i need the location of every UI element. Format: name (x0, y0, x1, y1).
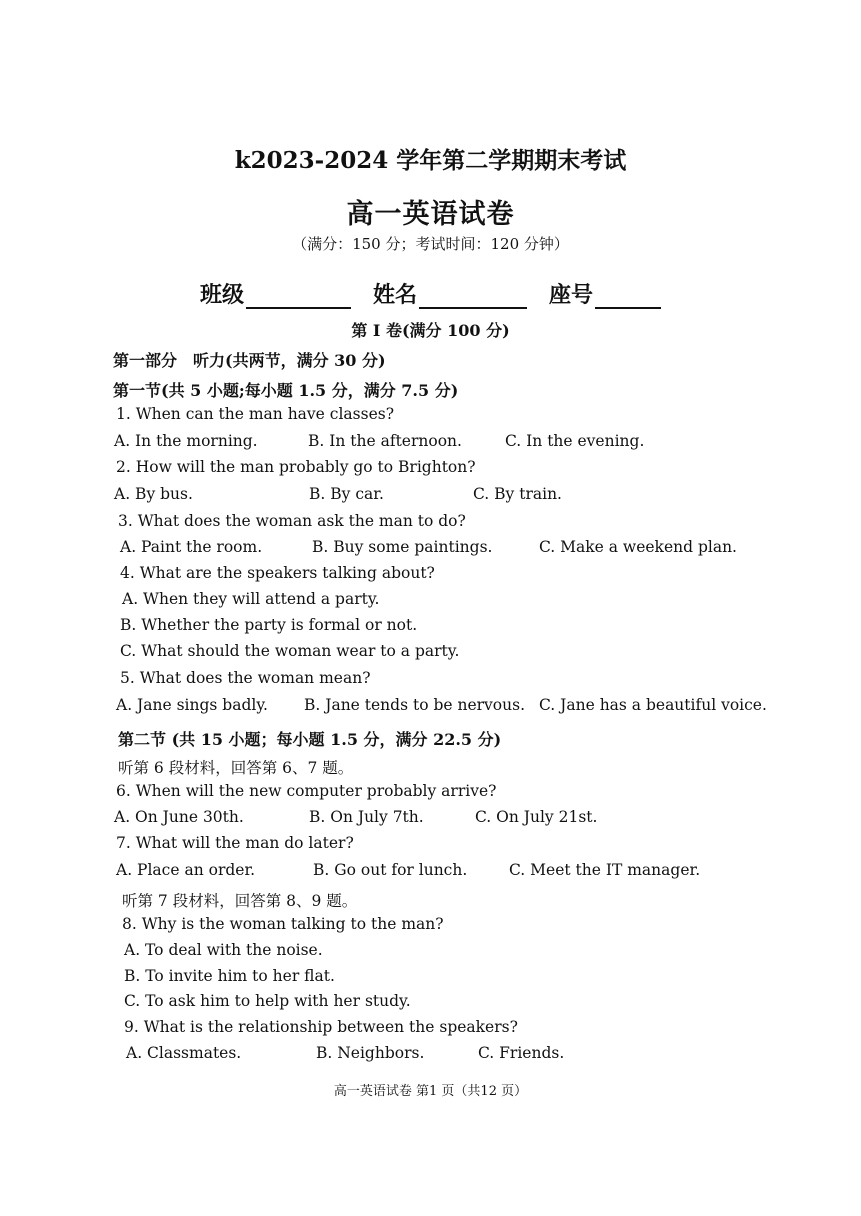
option-a: A. Classmates. (126, 1044, 242, 1062)
option-a: A. To deal with the noise. (124, 941, 323, 959)
student-info-row (0, 278, 861, 309)
seat-field (549, 278, 661, 309)
option-a: A. Paint the room. (120, 538, 263, 556)
question-stem: 7. What will the man do later? (116, 834, 354, 852)
exam-subtitle: 高一英语试卷 (346, 199, 515, 230)
part-heading: 第一部分 听力(共两节，满分 30 分) (113, 351, 386, 370)
option-c: C. Jane has a beautiful voice. (539, 696, 767, 714)
option-c: C. By train. (473, 485, 562, 503)
option-c: C. In the evening. (505, 432, 645, 450)
page-footer: 高一英语试卷 第1 页（共12 页） (333, 1084, 528, 1099)
question-stem: 2. How will the man probably go to Brighton? (116, 458, 476, 476)
option-a: A. Jane sings badly. (116, 696, 268, 714)
option-b: B. Buy some paintings. (312, 538, 493, 556)
option-c: C. What should the woman wear to a party. (120, 642, 460, 660)
exam-title: k2023-2024 学年第二学期期末考试 (234, 147, 627, 174)
exam-meta: （满分：150 分；考试时间：120 分钟） (292, 235, 569, 253)
question-stem: 3. What does the woman ask the man to do? (118, 512, 466, 530)
option-b: B. Whether the party is formal or not. (120, 616, 418, 634)
section2-heading: 第二节 (共 15 小题；每小题 1.5 分，满分 22.5 分) (118, 730, 502, 749)
name-field (373, 278, 527, 309)
option-b: B. In the afternoon. (308, 432, 462, 450)
seat-blank (595, 285, 661, 309)
seat-label: 座号 (549, 282, 594, 308)
question-stem: 1. When can the man have classes? (116, 405, 395, 423)
material-intro: 听第 6 段材料，回答第 6、7 题。 (118, 759, 354, 777)
question-stem: 5. What does the woman mean? (120, 669, 371, 687)
option-c: C. Make a weekend plan. (539, 538, 737, 556)
class-label: 班级 (199, 282, 244, 308)
section1-heading: 第一节(共 5 小题;每小题 1.5 分，满分 7.5 分) (113, 381, 459, 400)
question-stem: 6. When will the new computer probably arrive? (116, 782, 497, 800)
option-b: B. Jane tends to be nervous. (304, 696, 525, 714)
option-b: B. To invite him to her flat. (124, 967, 335, 985)
option-b: B. On July 7th. (309, 808, 424, 826)
option-c: C. Friends. (478, 1044, 565, 1062)
option-c: C. Meet the IT manager. (509, 861, 701, 879)
option-c: C. To ask him to help with her study. (124, 992, 411, 1010)
option-a: A. On June 30th. (114, 808, 244, 826)
option-b: B. Neighbors. (316, 1044, 425, 1062)
option-a: A. In the morning. (114, 432, 258, 450)
question-stem: 9. What is the relationship between the speakers? (124, 1018, 518, 1036)
class-blank (246, 285, 351, 309)
option-c: C. On July 21st. (475, 808, 598, 826)
name-label: 姓名 (372, 282, 417, 308)
option-b: B. By car. (309, 485, 384, 503)
option-a: A. By bus. (114, 485, 193, 503)
option-a: A. Place an order. (116, 861, 256, 879)
volume-heading: 第 I 卷(满分 100 分) (351, 321, 510, 340)
name-blank (419, 285, 527, 309)
question-stem: 8. Why is the woman talking to the man? (122, 915, 444, 933)
option-a: A. When they will attend a party. (122, 590, 380, 608)
material-intro: 听第 7 段材料，回答第 8、9 题。 (122, 892, 358, 910)
class-field (200, 278, 351, 309)
question-stem: 4. What are the speakers talking about? (120, 564, 435, 582)
option-b: B. Go out for lunch. (313, 861, 468, 879)
